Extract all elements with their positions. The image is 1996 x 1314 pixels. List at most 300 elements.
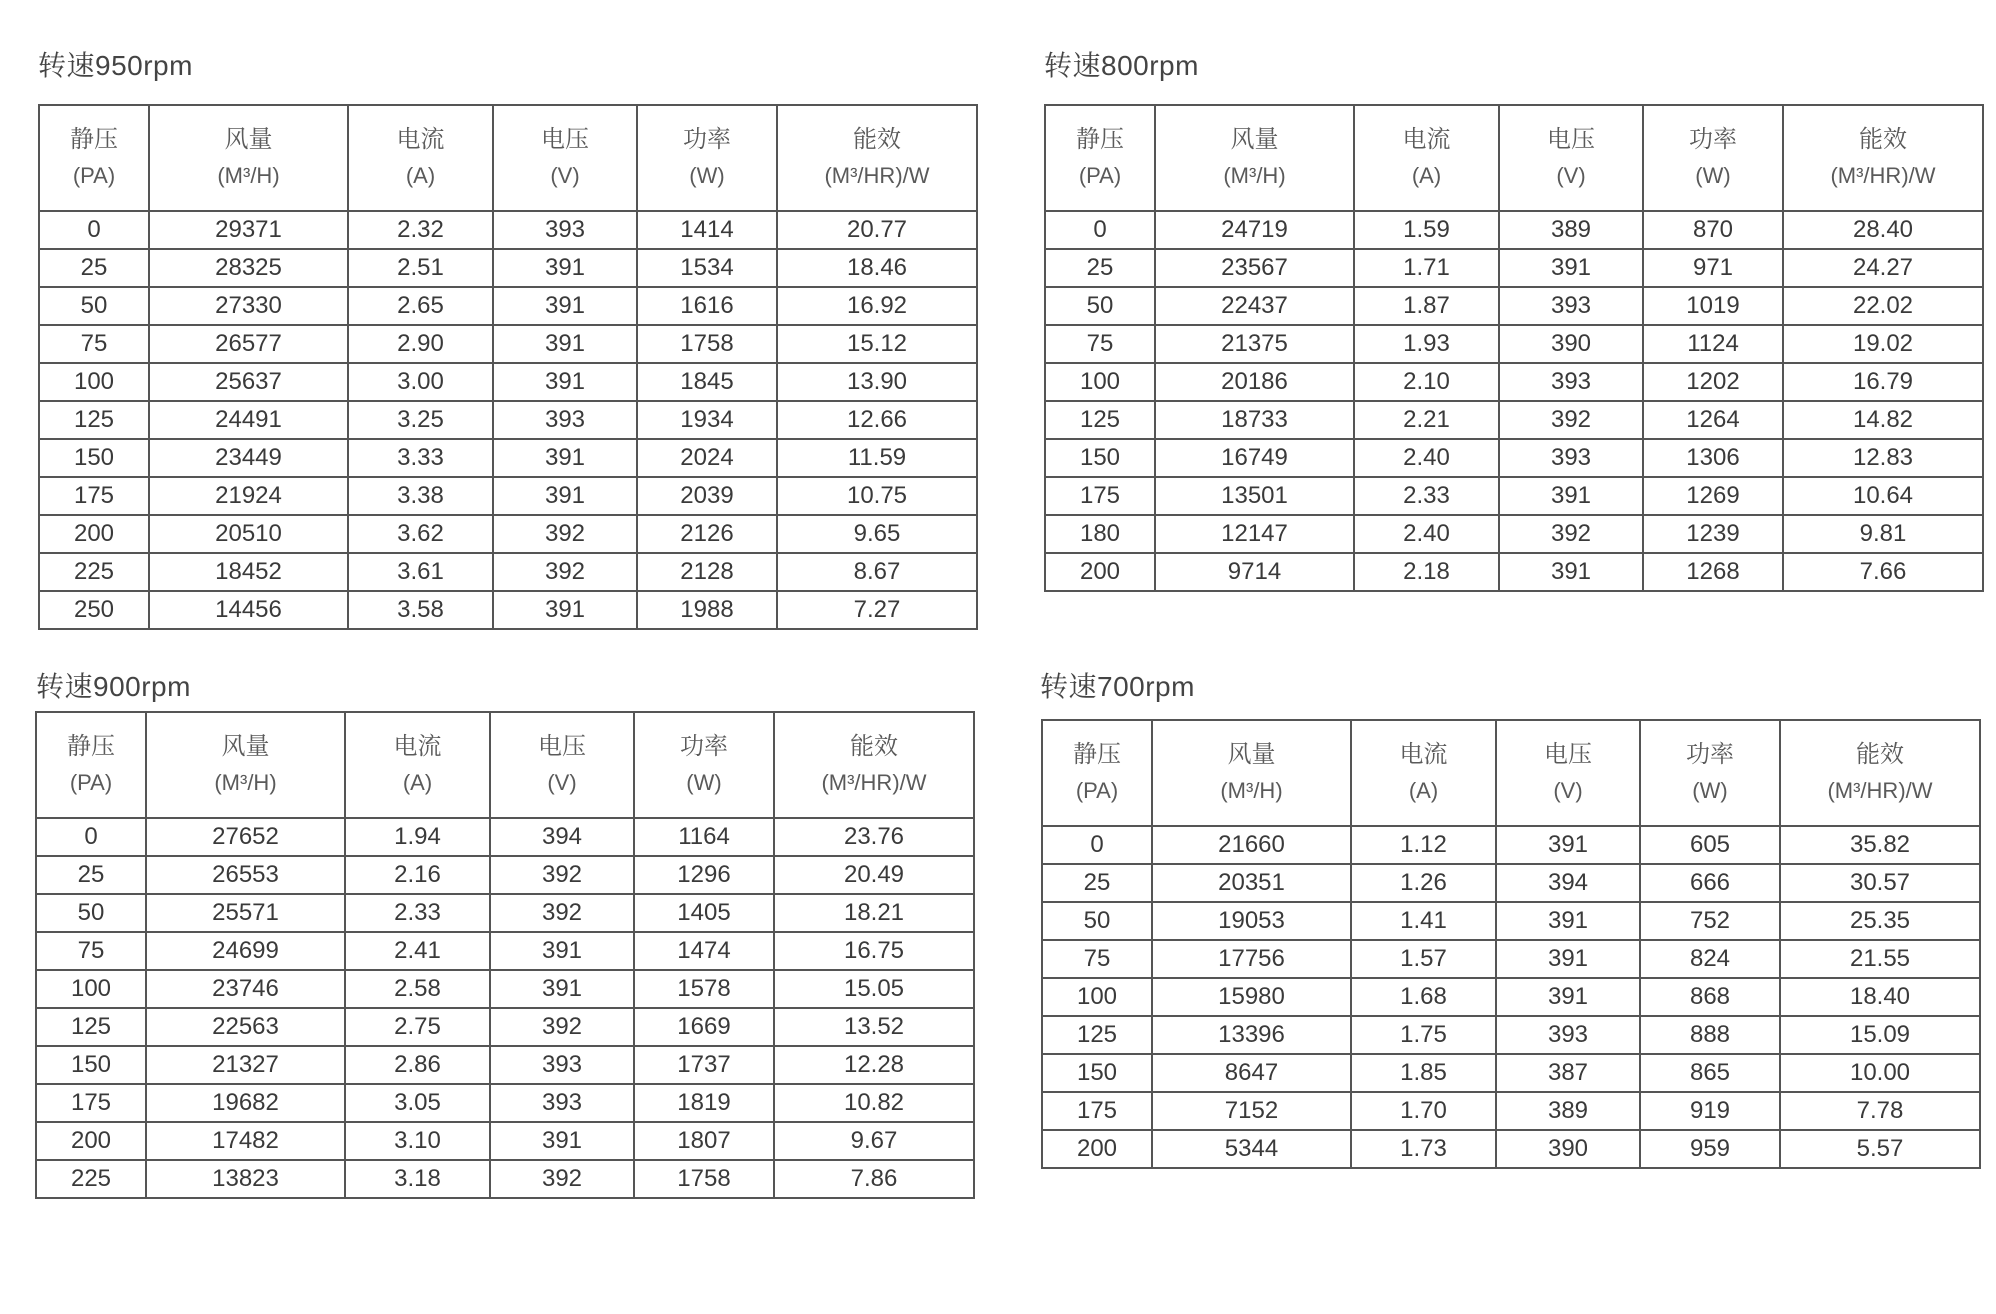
column-header-unit: (M³/H): [214, 770, 277, 795]
table-row: [36, 818, 974, 856]
cell-power: 1988: [637, 591, 777, 629]
cell-voltage: 393: [1499, 439, 1643, 477]
column-header-name: 风量: [224, 126, 273, 153]
cell-power: 1202: [1643, 363, 1783, 401]
cell-efficiency: 9.65: [777, 515, 977, 553]
cell-airflow: 5344: [1152, 1130, 1351, 1168]
cell-efficiency: 15.05: [774, 970, 974, 1008]
cell-static-pressure: 200: [36, 1122, 146, 1160]
table-row: [1042, 1130, 1980, 1168]
performance-table-900rpm: [35, 711, 975, 1199]
cell-power: 1737: [634, 1046, 774, 1084]
cell-voltage: 392: [490, 894, 634, 932]
cell-voltage: 393: [1496, 1016, 1640, 1054]
column-header-unit: (M³/HR)/W: [1827, 778, 1933, 803]
cell-voltage: 391: [493, 439, 637, 477]
column-header-airflow: [1155, 105, 1354, 211]
cell-airflow: 20186: [1155, 363, 1354, 401]
column-header-current: [348, 105, 493, 211]
cell-voltage: 393: [1499, 363, 1643, 401]
cell-power: 2024: [637, 439, 777, 477]
cell-voltage: 392: [490, 1160, 634, 1198]
cell-efficiency: 7.27: [777, 591, 977, 629]
column-header-unit: (PA): [69, 770, 113, 795]
cell-efficiency: 9.81: [1783, 515, 1983, 553]
cell-airflow: 20510: [149, 515, 348, 553]
cell-static-pressure: 250: [39, 591, 149, 629]
cell-efficiency: 13.52: [774, 1008, 974, 1046]
column-header-name: 功率: [683, 126, 731, 153]
table-row: [36, 1008, 974, 1046]
cell-power: 1934: [637, 401, 777, 439]
table-header-row: [39, 105, 977, 211]
table-title-900rpm: 转速900rpm: [36, 671, 191, 702]
cell-voltage: 391: [1499, 553, 1643, 591]
cell-power: 2128: [637, 553, 777, 591]
cell-static-pressure: 150: [39, 439, 149, 477]
column-header-unit: (M³/H): [1223, 163, 1286, 188]
cell-power: 971: [1643, 249, 1783, 287]
column-header-name: 能效: [853, 126, 901, 153]
cell-efficiency: 20.77: [777, 211, 977, 249]
table-row: [1042, 826, 1980, 864]
cell-current: 3.62: [348, 515, 493, 553]
cell-airflow: 18733: [1155, 401, 1354, 439]
cell-static-pressure: 200: [1042, 1130, 1152, 1168]
cell-power: 824: [1640, 940, 1780, 978]
column-header-name: 静压: [1073, 741, 1121, 768]
column-header-unit: (M³/H): [1220, 778, 1283, 803]
cell-power: 1534: [637, 249, 777, 287]
cell-power: 752: [1640, 902, 1780, 940]
column-header-name: 电压: [541, 126, 589, 153]
cell-power: 1807: [634, 1122, 774, 1160]
cell-power: 666: [1640, 864, 1780, 902]
cell-static-pressure: 175: [36, 1084, 146, 1122]
cell-power: 1616: [637, 287, 777, 325]
cell-current: 2.58: [345, 970, 490, 1008]
cell-efficiency: 11.59: [777, 439, 977, 477]
cell-airflow: 18452: [149, 553, 348, 591]
column-header-unit: (W): [1692, 778, 1728, 803]
cell-airflow: 17482: [146, 1122, 345, 1160]
table-row: [1045, 287, 1983, 325]
cell-static-pressure: 0: [1045, 211, 1155, 249]
column-header-efficiency: [777, 105, 977, 211]
cell-current: 2.40: [1354, 439, 1499, 477]
cell-airflow: 14456: [149, 591, 348, 629]
cell-static-pressure: 0: [39, 211, 149, 249]
cell-airflow: 29371: [149, 211, 348, 249]
cell-efficiency: 9.67: [774, 1122, 974, 1160]
column-header-name: 静压: [70, 126, 118, 153]
cell-static-pressure: 100: [39, 363, 149, 401]
cell-current: 1.26: [1351, 864, 1496, 902]
cell-current: 2.33: [345, 894, 490, 932]
cell-voltage: 387: [1496, 1054, 1640, 1092]
cell-airflow: 15980: [1152, 978, 1351, 1016]
table-row: [1042, 1054, 1980, 1092]
cell-voltage: 392: [493, 553, 637, 591]
column-header-unit: (M³/HR)/W: [821, 770, 927, 795]
cell-current: 2.51: [348, 249, 493, 287]
cell-current: 3.25: [348, 401, 493, 439]
table-row: [1045, 249, 1983, 287]
cell-power: 1474: [634, 932, 774, 970]
cell-static-pressure: 150: [1042, 1054, 1152, 1092]
cell-efficiency: 20.49: [774, 856, 974, 894]
cell-voltage: 389: [1496, 1092, 1640, 1130]
cell-voltage: 390: [1496, 1130, 1640, 1168]
column-header-name: 电压: [1547, 126, 1595, 153]
cell-airflow: 7152: [1152, 1092, 1351, 1130]
cell-airflow: 23449: [149, 439, 348, 477]
cell-current: 1.75: [1351, 1016, 1496, 1054]
cell-voltage: 391: [493, 591, 637, 629]
cell-current: 2.33: [1354, 477, 1499, 515]
cell-static-pressure: 50: [36, 894, 146, 932]
column-header-power: [637, 105, 777, 211]
cell-current: 3.18: [345, 1160, 490, 1198]
column-header-name: 电流: [393, 733, 442, 760]
cell-airflow: 19682: [146, 1084, 345, 1122]
cell-airflow: 23567: [1155, 249, 1354, 287]
column-header-unit: (V): [1553, 778, 1583, 803]
cell-power: 870: [1643, 211, 1783, 249]
cell-static-pressure: 25: [1045, 249, 1155, 287]
cell-power: 1296: [634, 856, 774, 894]
cell-current: 1.12: [1351, 826, 1496, 864]
cell-airflow: 17756: [1152, 940, 1351, 978]
cell-voltage: 391: [493, 477, 637, 515]
column-header-static-pressure: [1045, 105, 1155, 211]
cell-static-pressure: 150: [1045, 439, 1155, 477]
cell-static-pressure: 225: [36, 1160, 146, 1198]
cell-efficiency: 15.09: [1780, 1016, 1980, 1054]
cell-airflow: 27330: [149, 287, 348, 325]
cell-power: 1405: [634, 894, 774, 932]
cell-efficiency: 24.27: [1783, 249, 1983, 287]
cell-efficiency: 18.40: [1780, 978, 1980, 1016]
column-header-airflow: [146, 712, 345, 818]
cell-power: 1264: [1643, 401, 1783, 439]
cell-current: 3.33: [348, 439, 493, 477]
cell-efficiency: 22.02: [1783, 287, 1983, 325]
cell-static-pressure: 75: [39, 325, 149, 363]
cell-voltage: 392: [490, 856, 634, 894]
cell-current: 1.93: [1354, 325, 1499, 363]
cell-current: 3.61: [348, 553, 493, 591]
column-header-efficiency: [774, 712, 974, 818]
cell-voltage: 394: [490, 818, 634, 856]
cell-efficiency: 10.75: [777, 477, 977, 515]
column-header-efficiency: [1780, 720, 1980, 826]
cell-voltage: 391: [490, 932, 634, 970]
cell-efficiency: 10.82: [774, 1084, 974, 1122]
table-row: [39, 591, 977, 629]
performance-table-800rpm: [1044, 104, 1984, 592]
column-header-unit: (A): [402, 770, 433, 795]
cell-airflow: 23746: [146, 970, 345, 1008]
cell-airflow: 26553: [146, 856, 345, 894]
cell-current: 1.57: [1351, 940, 1496, 978]
table-row: [1045, 211, 1983, 249]
cell-power: 2039: [637, 477, 777, 515]
cell-static-pressure: 180: [1045, 515, 1155, 553]
cell-static-pressure: 25: [36, 856, 146, 894]
table-row: [39, 363, 977, 401]
column-header-voltage: [1496, 720, 1640, 826]
cell-current: 2.32: [348, 211, 493, 249]
cell-airflow: 25571: [146, 894, 345, 932]
cell-current: 2.90: [348, 325, 493, 363]
cell-power: 865: [1640, 1054, 1780, 1092]
cell-efficiency: 18.21: [774, 894, 974, 932]
table-row: [39, 477, 977, 515]
performance-table-950rpm: [38, 104, 978, 630]
table-header-row: [1042, 720, 1980, 826]
table-row: [39, 325, 977, 363]
cell-airflow: 13396: [1152, 1016, 1351, 1054]
cell-static-pressure: 25: [1042, 864, 1152, 902]
column-header-unit: (PA): [72, 163, 116, 188]
table-row: [39, 401, 977, 439]
cell-static-pressure: 175: [1045, 477, 1155, 515]
cell-current: 1.70: [1351, 1092, 1496, 1130]
cell-power: 1124: [1643, 325, 1783, 363]
cell-current: 3.58: [348, 591, 493, 629]
cell-airflow: 21924: [149, 477, 348, 515]
column-header-static-pressure: [36, 712, 146, 818]
cell-airflow: 26577: [149, 325, 348, 363]
cell-current: 2.40: [1354, 515, 1499, 553]
table-row: [39, 211, 977, 249]
cell-efficiency: 16.75: [774, 932, 974, 970]
cell-static-pressure: 125: [1042, 1016, 1152, 1054]
column-header-name: 静压: [1076, 126, 1124, 153]
cell-power: 1845: [637, 363, 777, 401]
column-header-unit: (PA): [1078, 163, 1122, 188]
cell-voltage: 391: [490, 1122, 634, 1160]
column-header-unit: (A): [1411, 163, 1442, 188]
cell-efficiency: 10.64: [1783, 477, 1983, 515]
column-header-name: 电流: [1399, 741, 1448, 768]
column-header-unit: (PA): [1075, 778, 1119, 803]
table-row: [36, 970, 974, 1008]
cell-efficiency: 7.66: [1783, 553, 1983, 591]
table-row: [36, 856, 974, 894]
performance-table-700rpm: [1041, 719, 1981, 1169]
table-row: [36, 1046, 974, 1084]
column-header-unit: (M³/HR)/W: [824, 163, 930, 188]
cell-airflow: 16749: [1155, 439, 1354, 477]
cell-airflow: 21660: [1152, 826, 1351, 864]
table-title-800rpm: 转速800rpm: [1044, 50, 1199, 81]
cell-power: 1019: [1643, 287, 1783, 325]
cell-efficiency: 12.66: [777, 401, 977, 439]
cell-static-pressure: 225: [39, 553, 149, 591]
cell-voltage: 391: [1499, 477, 1643, 515]
cell-efficiency: 14.82: [1783, 401, 1983, 439]
cell-efficiency: 10.00: [1780, 1054, 1980, 1092]
cell-static-pressure: 125: [1045, 401, 1155, 439]
cell-current: 1.85: [1351, 1054, 1496, 1092]
cell-power: 1758: [634, 1160, 774, 1198]
cell-static-pressure: 200: [1045, 553, 1155, 591]
cell-power: 919: [1640, 1092, 1780, 1130]
table-row: [36, 932, 974, 970]
cell-airflow: 24699: [146, 932, 345, 970]
cell-current: 2.21: [1354, 401, 1499, 439]
column-header-unit: (A): [1408, 778, 1439, 803]
cell-voltage: 391: [1499, 249, 1643, 287]
cell-voltage: 391: [1496, 940, 1640, 978]
table-row: [1042, 1092, 1980, 1130]
cell-airflow: 20351: [1152, 864, 1351, 902]
cell-airflow: 24491: [149, 401, 348, 439]
cell-voltage: 390: [1499, 325, 1643, 363]
cell-static-pressure: 0: [1042, 826, 1152, 864]
column-header-name: 电压: [538, 733, 586, 760]
cell-current: 2.86: [345, 1046, 490, 1084]
table-row: [39, 515, 977, 553]
cell-voltage: 391: [493, 325, 637, 363]
cell-efficiency: 28.40: [1783, 211, 1983, 249]
column-header-voltage: [1499, 105, 1643, 211]
cell-airflow: 27652: [146, 818, 345, 856]
table-row: [36, 894, 974, 932]
cell-static-pressure: 100: [1045, 363, 1155, 401]
cell-airflow: 28325: [149, 249, 348, 287]
cell-voltage: 391: [493, 363, 637, 401]
column-header-power: [1643, 105, 1783, 211]
cell-efficiency: 15.12: [777, 325, 977, 363]
cell-efficiency: 16.79: [1783, 363, 1983, 401]
cell-current: 2.16: [345, 856, 490, 894]
cell-static-pressure: 150: [36, 1046, 146, 1084]
table-row: [36, 1122, 974, 1160]
cell-voltage: 393: [1499, 287, 1643, 325]
table-row: [39, 249, 977, 287]
column-header-voltage: [493, 105, 637, 211]
cell-voltage: 391: [493, 287, 637, 325]
column-header-name: 静压: [67, 733, 115, 760]
cell-voltage: 392: [1499, 515, 1643, 553]
cell-efficiency: 23.76: [774, 818, 974, 856]
cell-efficiency: 13.90: [777, 363, 977, 401]
column-header-name: 功率: [680, 733, 728, 760]
cell-voltage: 393: [490, 1084, 634, 1122]
column-header-unit: (A): [405, 163, 436, 188]
cell-power: 1669: [634, 1008, 774, 1046]
cell-efficiency: 5.57: [1780, 1130, 1980, 1168]
cell-power: 2126: [637, 515, 777, 553]
table-title-700rpm: 转速700rpm: [1040, 671, 1195, 702]
table-title-950rpm: 转速950rpm: [38, 50, 193, 81]
cell-static-pressure: 200: [39, 515, 149, 553]
cell-current: 2.10: [1354, 363, 1499, 401]
cell-airflow: 25637: [149, 363, 348, 401]
cell-airflow: 22437: [1155, 287, 1354, 325]
cell-static-pressure: 125: [39, 401, 149, 439]
column-header-name: 电流: [396, 126, 445, 153]
cell-static-pressure: 100: [1042, 978, 1152, 1016]
cell-static-pressure: 25: [39, 249, 149, 287]
table-row: [1045, 477, 1983, 515]
column-header-name: 电流: [1402, 126, 1451, 153]
column-header-unit: (V): [1556, 163, 1586, 188]
column-header-unit: (M³/H): [217, 163, 280, 188]
cell-efficiency: 18.46: [777, 249, 977, 287]
column-header-voltage: [490, 712, 634, 818]
cell-airflow: 12147: [1155, 515, 1354, 553]
cell-current: 3.38: [348, 477, 493, 515]
column-header-airflow: [149, 105, 348, 211]
cell-power: 959: [1640, 1130, 1780, 1168]
column-header-unit: (W): [1695, 163, 1731, 188]
column-header-unit: (V): [550, 163, 580, 188]
cell-voltage: 391: [1496, 826, 1640, 864]
cell-airflow: 9714: [1155, 553, 1354, 591]
cell-static-pressure: 125: [36, 1008, 146, 1046]
table-row: [1045, 439, 1983, 477]
cell-voltage: 391: [1496, 978, 1640, 1016]
cell-static-pressure: 50: [1042, 902, 1152, 940]
cell-current: 1.68: [1351, 978, 1496, 1016]
cell-efficiency: 21.55: [1780, 940, 1980, 978]
column-header-efficiency: [1783, 105, 1983, 211]
cell-static-pressure: 50: [39, 287, 149, 325]
column-header-name: 能效: [850, 733, 898, 760]
cell-current: 1.87: [1354, 287, 1499, 325]
cell-power: 605: [1640, 826, 1780, 864]
cell-airflow: 13823: [146, 1160, 345, 1198]
cell-power: 1239: [1643, 515, 1783, 553]
cell-current: 2.18: [1354, 553, 1499, 591]
cell-efficiency: 12.83: [1783, 439, 1983, 477]
table-row: [36, 1084, 974, 1122]
cell-efficiency: 8.67: [777, 553, 977, 591]
cell-airflow: 8647: [1152, 1054, 1351, 1092]
table-row: [39, 287, 977, 325]
cell-current: 2.75: [345, 1008, 490, 1046]
cell-efficiency: 25.35: [1780, 902, 1980, 940]
table-row: [1042, 1016, 1980, 1054]
cell-efficiency: 16.92: [777, 287, 977, 325]
cell-voltage: 392: [490, 1008, 634, 1046]
table-row: [39, 439, 977, 477]
cell-airflow: 24719: [1155, 211, 1354, 249]
cell-efficiency: 7.78: [1780, 1092, 1980, 1130]
cell-voltage: 393: [493, 211, 637, 249]
column-header-name: 风量: [221, 733, 270, 760]
cell-power: 1268: [1643, 553, 1783, 591]
column-header-name: 电压: [1544, 741, 1592, 768]
cell-current: 3.05: [345, 1084, 490, 1122]
table-row: [39, 553, 977, 591]
column-header-current: [1351, 720, 1496, 826]
cell-static-pressure: 75: [1045, 325, 1155, 363]
cell-power: 1164: [634, 818, 774, 856]
cell-power: 1578: [634, 970, 774, 1008]
table-row: [1045, 515, 1983, 553]
cell-efficiency: 35.82: [1780, 826, 1980, 864]
cell-static-pressure: 0: [36, 818, 146, 856]
cell-voltage: 392: [1499, 401, 1643, 439]
cell-voltage: 391: [493, 249, 637, 287]
cell-static-pressure: 100: [36, 970, 146, 1008]
cell-airflow: 21375: [1155, 325, 1354, 363]
